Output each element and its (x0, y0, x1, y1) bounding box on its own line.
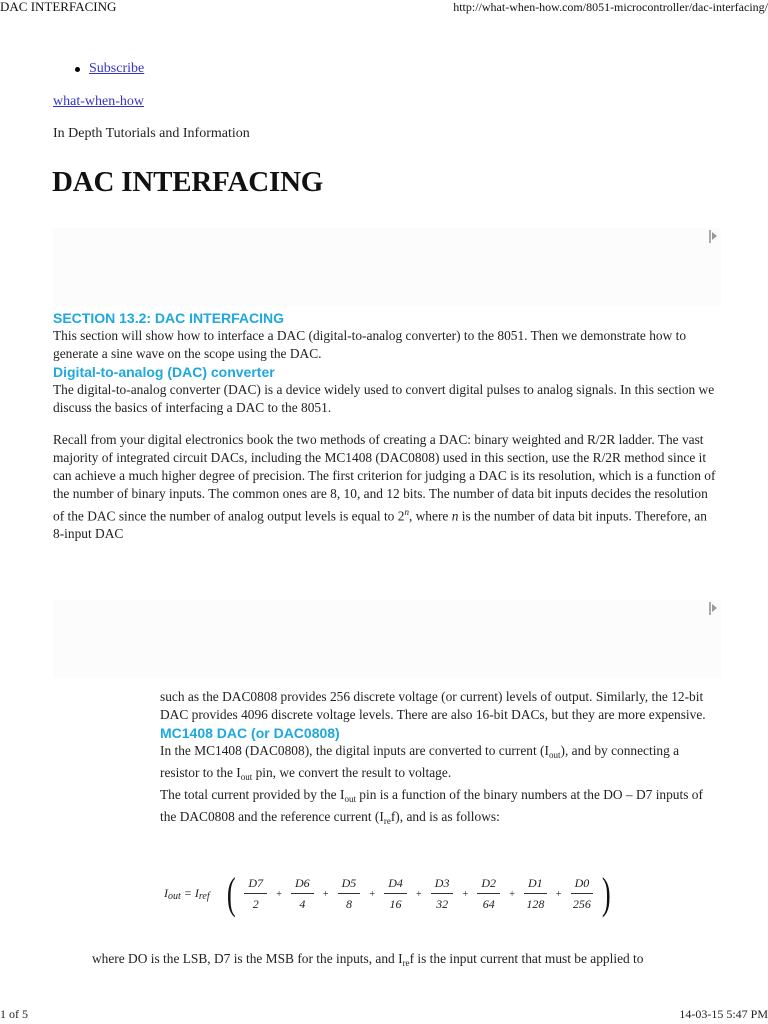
ad-choices-icon[interactable] (709, 602, 717, 615)
site-home-link[interactable]: what-when-how (53, 94, 144, 109)
print-timestamp: 14-03-15 5:47 PM (679, 1007, 768, 1021)
open-paren: ( (226, 869, 236, 918)
page-counter: 1 of 5 (0, 1007, 28, 1021)
formula-term: $\frac{D6}{4}$ (289, 876, 316, 912)
ad-placeholder[interactable] (53, 228, 721, 306)
section-paragraph: This section will show how to interface a DAC (digital-to-analog converter) to the 8051. Then we demonstrate how to generate a sine wave on the scope using the DAC. (53, 328, 687, 361)
formula-term: $\frac{D2}{64}$ (475, 876, 502, 912)
where-paragraph: where DO is the LSB, D7 is the MSB for the inputs, and $I_{re}f$ is the input current that must be applied to (92, 951, 644, 968)
formula-term: $\frac{D5}{8}$ (335, 876, 362, 912)
print-header-title: DAC INTERFACING (0, 0, 117, 14)
subscribe-list-item (75, 61, 144, 77)
bullet-icon (75, 67, 80, 72)
formula-term: $\frac{D4}{16}$ (382, 876, 409, 912)
subsection-heading: Digital-to-analog (DAC) converter (53, 364, 275, 380)
article-paragraph (53, 431, 718, 543)
article-intro (53, 309, 718, 417)
close-paren: ) (602, 869, 612, 918)
subsection-heading: MC1408 DAC (or DAC0808) (160, 725, 340, 741)
current-paragraph: The total current provided by the $I_{out}$ pin is a function of the binary numbers at the DO – D7 inputs of the DAC0808 and the reference current $(I_{re}f)$, and is as follows: (160, 787, 703, 826)
formula-term: $\frac{D3}{32}$ (429, 876, 456, 912)
print-header-url: http://what-when-how.com/8051-microcontroller/dac-interfacing/ (453, 0, 768, 14)
formula-lhs: Iout = Iref (164, 886, 210, 902)
section-heading: SECTION 13.2: DAC INTERFACING (53, 310, 285, 326)
resolution-paragraph: Recall from your digital electronics book the two methods of creating a DAC: binary weighted and R/2R ladder. The vast majority of integrated circuit DACs, including the MC1408 (DAC0808) used in this section, use the R/2R method since it can achieve a much higher degree of precision. The first criterion for judging a DAC is its resolution, which is a function of the number of binary inputs. The common ones are 8, 10, and 12 bits. The number of data bit inputs decides the resolution of the DAC since the number of analog output levels is equal to 2$^n$, where n is the number of data bit inputs. Therefore, an 8-input DAC (53, 432, 716, 542)
subscribe-link[interactable]: Subscribe (89, 61, 145, 76)
formula-term: $\frac{D1}{128}$ (522, 876, 549, 912)
formula-term: $\frac{D7}{2}$ (242, 876, 269, 912)
ad-placeholder[interactable] (53, 600, 721, 678)
mc1408-paragraph: In the MC1408 (DAC0808), the digital inputs are converted to current $(I_{out})$, and by connecting a resistor to the $I_{out}$ pin, we convert the result to voltage. (160, 743, 680, 782)
ad-choices-icon[interactable] (709, 230, 717, 243)
levels-paragraph: such as the DAC0808 provides 256 discrete voltage (or current) levels of output. Similarly, the 12-bit DAC provides 4096 discrete voltage levels. There are also 16-bit DACs, but they are more expensive. (160, 689, 706, 722)
site-tagline: In Depth Tutorials and Information (53, 126, 250, 141)
section-paragraph: The digital-to-analog converter (DAC) is a device widely used to convert digital pulses to analog signals. In this section we discuss the basics of interfacing a DAC to the 8051. (53, 382, 715, 415)
formula-term: $\frac{D0}{256}$ (568, 876, 595, 912)
iout-formula: Iout = Iref ( $\frac{D7}{2}$ + $\frac{D6}{4}$ + $\frac{D5}{8}$ + $\frac{D4}{16}$ + $\frac{D3}{32}$ + $\frac{D2}{64}$ + $\frac{D1}{128}$ + $\frac{D0}{256}$ ) (164, 869, 612, 918)
article-continuation (160, 688, 720, 830)
page-title: DAC INTERFACING (52, 166, 324, 198)
